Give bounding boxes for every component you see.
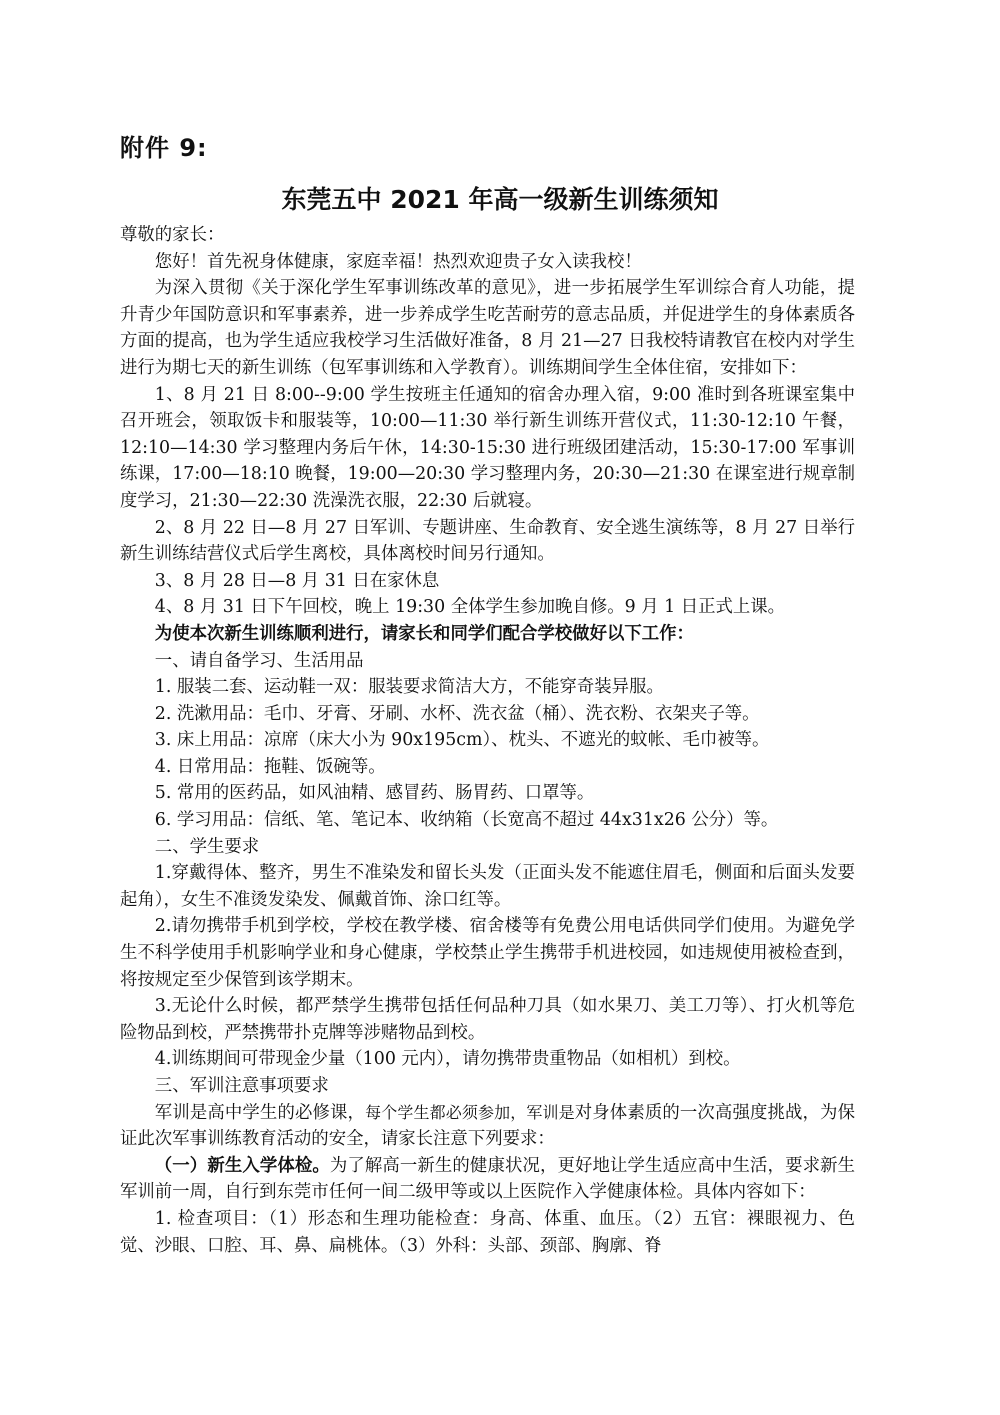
cooperation-heading: 为使本次新生训练顺利进行，请家长和同学们配合学校做好以下工作：	[154, 623, 694, 644]
section3-heading: 三、军训注意事项要求	[154, 1076, 329, 1096]
attachment-label: 附件 9:	[120, 134, 208, 162]
section1-item: 1. 服装二套、运动鞋一双：服装要求简洁大方，不能穿奇装异服。	[154, 677, 664, 698]
section1-item: 6. 学习用品：信纸、笔、笔记本、收纳箱（长宽高不超过 44x31x26 公分）等。	[154, 810, 779, 831]
schedule-item-2: 2、8 月 22 日—8 月 27 日军训、专题讲座、生命教育、安全逃生演练等，8 月 27 日举行新生训练结营仪式后学生离校，具体离校时间另行通知。	[120, 517, 855, 565]
health-check-heading: （一）新生入学体检。	[154, 1155, 330, 1176]
health-check-paragraph	[120, 1153, 855, 1206]
schedule-item-1: 1、8 月 21 日 8:00--9:00 学生按班主任通知的宿舍办理入宿，9:00 准时到各班课室集中召开班会，领取饭卡和服装等，10:00—11:30 举行新生训练开营仪式，11:30-12:10 午餐，12:10—14:30 学习整理内务后午休，14:30-15:30 进行班级团建活动，15:30-17:00 军事训练课，17:00—18:10 晚餐，19:00—20:30 学习整理内务，20:30—21:30 在课室进行规章制度学习，21:30—22:30 洗澡洗衣服，22:30 后就寝。	[120, 384, 855, 511]
section1-item: 4. 日常用品：拖鞋、饭碗等。	[154, 756, 386, 777]
section1-heading: 一、请自备学习、生活用品	[154, 650, 364, 671]
exam-items: 1. 检查项目：（1）形态和生理功能检查：身高、体重、血压。（2）五官：裸眼视力、色觉、沙眼、口腔、耳、鼻、扁桃体。（3）外科：头部、颈部、胸廓、脊	[120, 1208, 855, 1256]
section2-item: 2.请勿携带手机到学校，学校在教学楼、宿舍楼等有免费公用电话供同学们使用。为避免学生不科学使用手机影响学业和身心健康，学校禁止学生携带手机进校园，如违规使用被检查到，将按规定至少保管到该学期末。	[120, 916, 855, 990]
section3-intro-part3: 对身体素质的一次高强度挑战，为保证此次军事训练教育活动的安全，请家长注意下列要求：	[120, 1102, 855, 1150]
greeting-paragraph: 您好！首先祝身体健康，家庭幸福！热烈欢迎贵子女入读我校！	[154, 251, 642, 272]
intro-paragraph: 为深入贯彻《关于深化学生军事训练改革的意见》，进一步拓展学生军训综合育人功能，提升青少年国防意识和军事素养，进一步养成学生吃苦耐劳的意志品质，并促进学生的身体素质各方面的提高，也为学生适应我校学习生活做好准备，8 月 21—27 日我校特请教官在校内对学生进行为期七天的新生训练（包军事训练和入学教育）。训练期间学生全体住宿，安排如下：	[120, 278, 855, 378]
section1-item: 5. 常用的医药品，如风油精、感冒药、肠胃药、口罩等。	[154, 783, 595, 804]
section1-item: 3. 床上用品：凉席（床大小为 90x195cm）、枕头、不遮光的蚊帐、毛巾被等。	[154, 730, 770, 751]
document-body	[120, 222, 855, 1259]
section3-intro-part2: 每个学生都必须参加，军训是	[365, 1102, 575, 1122]
section1-item: 2. 洗漱用品：毛巾、牙膏、牙刷、水杯、洗衣盆（桶）、洗衣粉、衣架夹子等。	[154, 703, 760, 724]
health-check-text: 为了解高一新生的健康状况，更好地让学生适应高中生活，要求新生军训前一周，自行到东莞市任何一间二级甲等或以上医院作入学健康体检。具体内容如下：	[120, 1155, 855, 1203]
schedule-item-3: 3、8 月 28 日—8 月 31 日在家休息	[154, 570, 440, 591]
section3-intro	[120, 1100, 855, 1153]
schedule-item-4: 4、8 月 31 日下午回校，晚上 19:30 全体学生参加晚自修。9 月 1 日正式上课。	[154, 597, 786, 618]
page-title: 东莞五中 2021 年高一级新生训练须知	[281, 185, 719, 214]
section2-heading: 二、学生要求	[154, 836, 260, 857]
salutation: 尊敬的家长：	[120, 225, 225, 245]
section2-item: 4.训练期间可带现金少量（100 元内），请勿携带贵重物品（如相机）到校。	[154, 1049, 741, 1070]
section3-intro-part1: 军训是高中学生的必修课，	[154, 1102, 366, 1123]
section2-item: 3.无论什么时候，都严禁学生携带包括任何品种刀具（如水果刀、美工刀等）、打火机等危险物品到校，严禁携带扑克牌等涉赌物品到校。	[120, 996, 855, 1043]
section2-item: 1.穿戴得体、整齐，男生不准染发和留长头发（正面头发不能遮住眉毛，侧面和后面头发要起角），女生不准烫发染发、佩戴首饰、涂口红等。	[120, 863, 855, 910]
